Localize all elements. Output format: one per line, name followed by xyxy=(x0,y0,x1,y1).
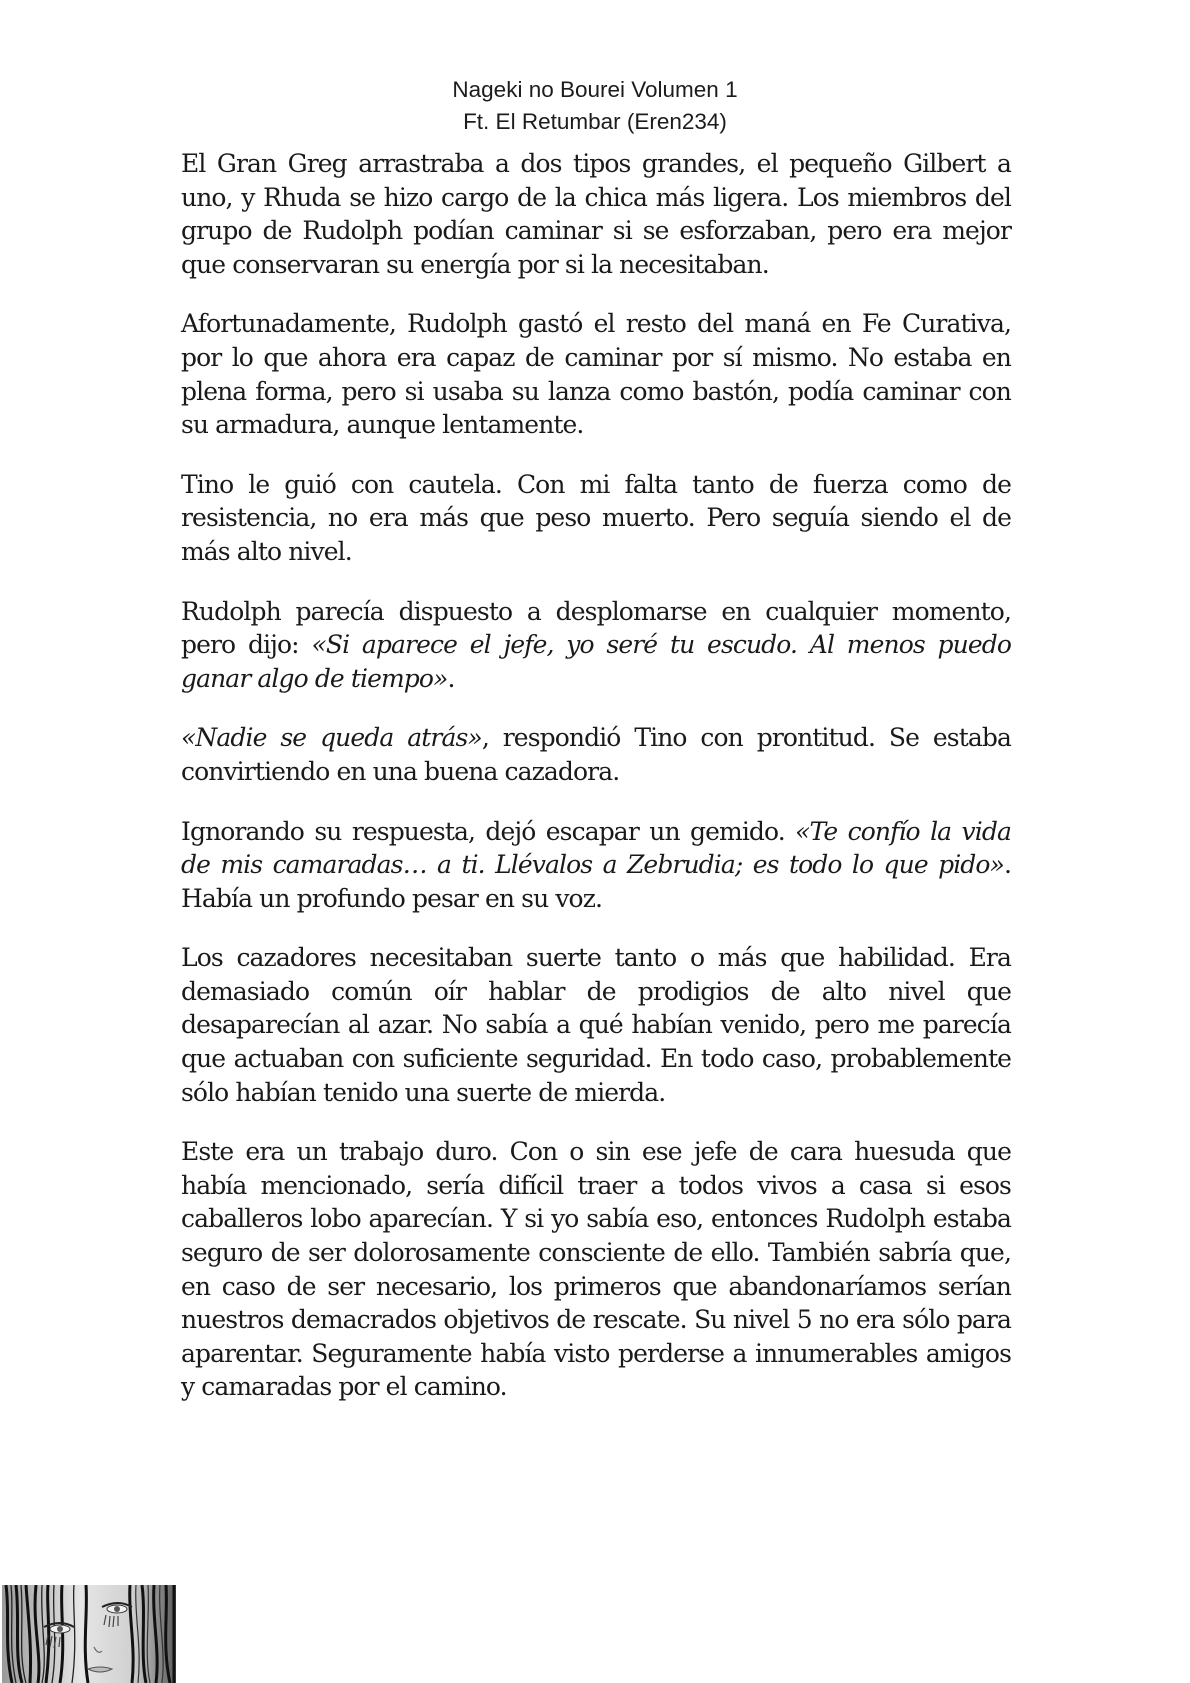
paragraph-6 xyxy=(181,815,1011,916)
paragraph-text: Ignorando su respuesta, dejó escapar un gemido. xyxy=(181,816,796,846)
paragraph-text: El Gran Greg arrastraba a dos tipos grandes, el pequeño Gilbert a uno, y Rhuda se hizo cargo de la chica más ligera. Los miembros del grupo de Rudolph podían caminar si se esforzaban, pero era mejor que conservaran su energía por si la necesitaban. xyxy=(181,149,1011,279)
dialogue-quote: «Si aparece el jefe, yo seré tu escudo. Al menos puedo ganar algo de tiempo» xyxy=(181,630,1011,693)
manga-face-icon xyxy=(2,1585,176,1683)
dialogue-quote: «Nadie se queda atrás» xyxy=(181,723,482,753)
paragraph-text: Este era un trabajo duro. Con o sin ese jefe de cara huesuda que había mencionado, sería difícil traer a todos vivos a casa si esos caballeros lobo aparecían. Y si yo sabía eso, entonces Rudolph estaba seguro de ser dolorosamente consciente de ello. También sabría que, en caso de ser necesario, los primeros que abandonaríamos serían nuestros demacrados objetivos de rescate. Su nivel 5 no era sólo para aparentar. Seguramente había visto perderse a innumerables amigos y camaradas por el camino. xyxy=(181,1137,1011,1402)
manga-face-illustration xyxy=(2,1585,176,1683)
paragraph-8 xyxy=(181,1135,1011,1404)
paragraph-4 xyxy=(181,595,1011,696)
page-header xyxy=(0,74,1190,138)
header-title: Nageki no Bourei Volumen 1 xyxy=(452,77,738,102)
chapter-body xyxy=(181,147,1011,1430)
paragraph-text: Los cazadores necesitaban suerte tanto o más que habilidad. Era demasiado común oír hablar de prodigios de alto nivel que desaparecían al azar. No sabía a qué habían venido, pero me parecía que actuaban con suficiente seguridad. En todo caso, probablemente sólo habían tenido una suerte de mierda. xyxy=(181,943,1011,1107)
paragraph-text: . Había un profundo pesar en su voz. xyxy=(181,850,1011,913)
paragraph-text: . xyxy=(447,663,455,693)
paragraph-3 xyxy=(181,468,1011,569)
paragraph-5 xyxy=(181,721,1011,788)
paragraph-2 xyxy=(181,307,1011,441)
paragraph-text: Tino le guió con cautela. Con mi falta tanto de fuerza como de resistencia, no era más que peso muerto. Pero seguía siendo el de más alto nivel. xyxy=(181,469,1011,566)
paragraph-text: , respondió Tino con prontitud. Se estaba convirtiendo en una buena cazadora. xyxy=(181,723,1012,786)
paragraph-text: Rudolph parecía dispuesto a desplomarse en cualquier momento, pero dijo: xyxy=(181,596,1011,660)
paragraph-text: Afortunadamente, Rudolph gastó el resto del maná en Fe Curativa, por lo que ahora era capaz de caminar por sí mismo. No estaba en plena forma, pero si usaba su lanza como bastón, podía caminar con su armadura, aunque lentamente. xyxy=(181,309,1011,440)
paragraph-1 xyxy=(181,147,1011,281)
header-credit: Ft. El Retumbar (Eren234) xyxy=(463,109,727,134)
dialogue-quote: «Te confío la vida de mis camaradas… a ti. Llévalos a Zebrudia; es todo lo que pido» xyxy=(181,816,1011,880)
paragraph-7 xyxy=(181,941,1011,1109)
